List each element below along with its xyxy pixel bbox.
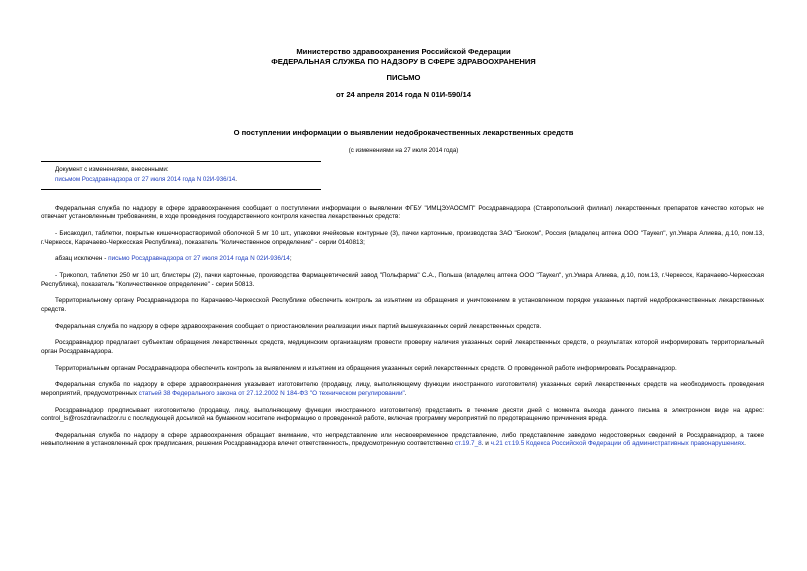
change-note-tail: . — [235, 176, 237, 183]
paragraph-intro: Федеральная служба по надзору в сфере здравоохранения сообщает о поступлении информации о выявлении ФГБУ "ИМЦЭУАОСМП" Росздравнадзора (Ставропольский филиал) лекарственных препаратов качество которых не отвечает установленным требованиям, в ходе проведения государственного контроля качества лекарственных средств: — [41, 205, 764, 221]
revision-note: (с изменениями на 27 июля 2014 года) — [348, 147, 459, 154]
excluded-link[interactable]: письмо Росздравнадзора от 27 июля 2014 года N 02И-936/14 — [108, 255, 290, 263]
paragraph-bisacodyl: - Бисакодил, таблетки, покрытые кишечнорастворимой оболочкой 5 мг 10 шт., упаковки ячейковые контурные (3), пачки картонные, производства ЗАО "Биоком", Россия (владелец аптека ООО "Таукел", ул.Умара Алиева, д.10, пом.13, г.Черкесск, Карачаево-Черкесская Республика), показатель "Количественное определение" - серии 0140813; — [41, 230, 764, 246]
ministry-name: Министерство здравоохранения Российской Федерации — [296, 47, 511, 56]
measures-tail: . — [404, 389, 407, 397]
paragraph-territorial-control: Территориальным органам Росздравнадзора обеспечить контроль за выявлением и изъятием из обращения указанных серий лекарственных средств. О проведенной работе информировать Росздравнадзор. — [55, 364, 677, 372]
excluded-tail: ; — [289, 255, 292, 263]
paragraph-excluded — [41, 255, 764, 263]
change-note-text: Документ с изменениями, внесенными: — [55, 166, 169, 173]
paragraph-territorial-kchr: Территориальному органу Росздравнадзора по Карачаево-Черкесской Республике обеспечить контроль за изъятием из обращения и уничтожением в установленном порядке указанных партий недоброкачественных лекарственных средств. — [41, 297, 764, 313]
paragraph-liability — [41, 432, 764, 449]
paragraph-trichopol: - Трикопол, таблетки 250 мг 10 шт, блистеры (2), пачки картонные, производства Фармацевтический завод "Польфарма" С.А., Польша (владелец аптека ООО "Таукел", ул.Умара Алиева, д.10, пом.13, г.Черкесск, Карачаево-Черкесская Республика), показатель "Количественное определение" - серии 50813. — [41, 272, 764, 288]
divider-bottom — [41, 189, 321, 190]
liability-tail: . — [744, 440, 746, 448]
measures-text: Федеральная служба по надзору в сфере здравоохранения указывает изготовителю (продавцу, лицу, выполняющему функции иностранного изготовителя) указанных серий лекарственных средств на необходимость проведения мероприятий, предусмотренных — [41, 381, 764, 397]
document-title: О поступлении информации о выявлении недоброкачественных лекарственных средств — [233, 128, 574, 137]
paragraph-suspension: Федеральная служба по надзору в сфере здравоохранения сообщает о приостановлении реализации иных партий вышеуказанных серий лекарственных средств. — [55, 322, 542, 330]
koap-19-5-link[interactable]: ч.21 ст.19.5 Кодекса Российской Федерации об административных правонарушениях — [490, 440, 745, 448]
paragraph-check: Росздравнадзор предлагает субъектам обращения лекарственных средств, медицинским организациям провести проверку наличия указанных серий лекарственных средств, о результатах которой информировать территориальный орган Росздравнадзора. — [41, 339, 764, 355]
divider-top — [41, 161, 321, 162]
change-note-link[interactable]: письмом Росздравнадзора от 27 июля 2014 года N 02И-936/14 — [55, 176, 236, 183]
document-date-number: от 24 апреля 2014 года N 01И-590/14 — [336, 89, 471, 99]
paragraph-prescription: Росздравнадзор предписывает изготовителю (продавцу, лицу, выполняющему функции иностранного изготовителя) представить в течение десяти дней с момента выхода данного письма в электронном виде на адрес: control_ls@roszdravnadzor.ru с последующей досылкой на бумажном носителе информацию о проведенной работе, включая программу мероприятий по предотвращению причинения вреда. — [41, 406, 764, 423]
liability-text: Федеральная служба по надзору в сфере здравоохранения обращает внимание, что непредставление или несвоевременное представление, либо представление заведомо недостоверных сведений в Росздравнадзор, а также невыполнение в установленный срок предписания, решения Росздравнадзора влечет ответственность, предусмотренную соответственно — [41, 431, 764, 448]
paragraph-manufacturer-measures — [41, 381, 764, 398]
service-name: ФЕДЕРАЛЬНАЯ СЛУЖБА ПО НАДЗОРУ В СФЕРЕ ЗДРАВООХРАНЕНИЯ — [271, 56, 536, 66]
document-type: ПИСЬМО — [386, 73, 421, 83]
document-header — [0, 47, 807, 99]
liability-mid: . и — [481, 440, 491, 448]
change-note — [55, 165, 455, 185]
koap-19-7-8-link[interactable]: ст.19.7_8 — [454, 440, 482, 448]
document-body — [41, 205, 764, 457]
excluded-text: абзац исключен - — [55, 255, 109, 263]
law-184fz-link[interactable]: статьей 38 Федерального закона от 27.12.2002 N 184-ФЗ "О техническом регулировании" — [138, 389, 405, 397]
